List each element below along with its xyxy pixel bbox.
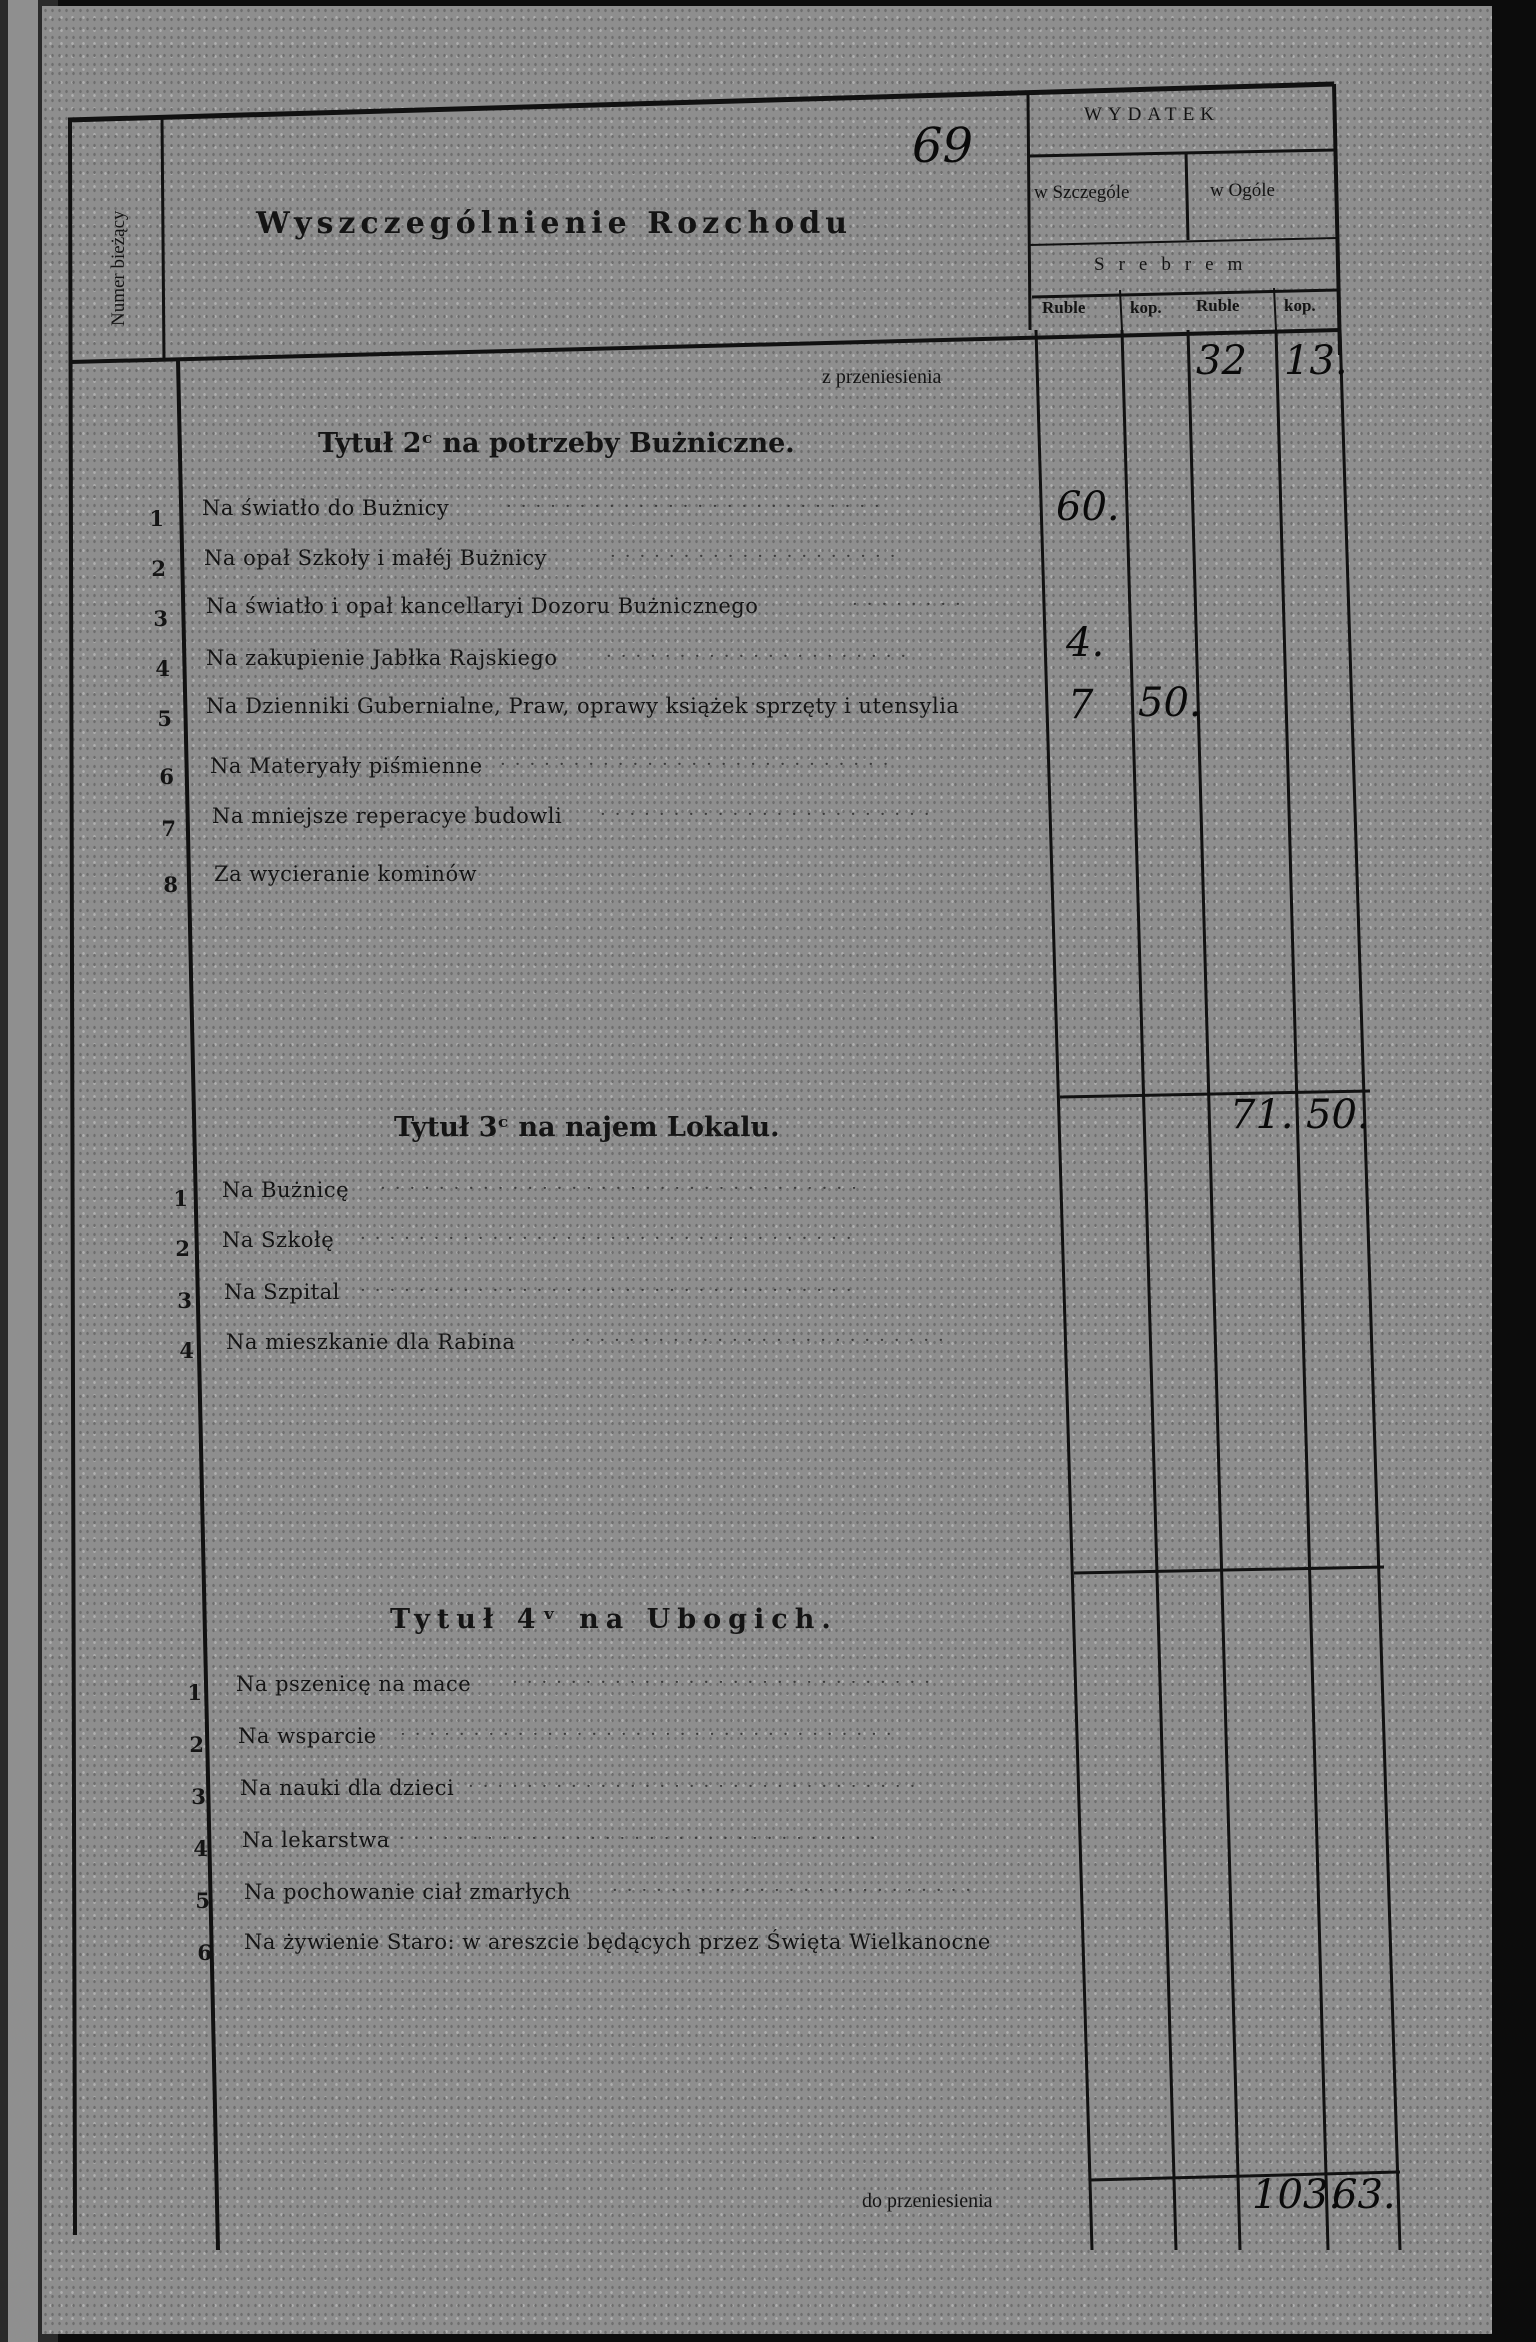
- section-title-tytul-4: Tytuł 4ᵛ na Ubogich.: [390, 1604, 838, 1635]
- item-text: Na światło i opał kancellaryi Dozoru Bużnicznego: [206, 594, 759, 618]
- item-number: 2: [151, 556, 166, 581]
- item-number: 8: [163, 872, 178, 897]
- item-text: Na Dzienniki Gubernialne, Praw, oprawy książek sprzęty i utensylia: [206, 694, 960, 718]
- carry-out-kop: 63.: [1332, 2172, 1396, 2218]
- item-ruble-value: 4.: [1066, 620, 1105, 666]
- carry-out-ruble: 103.: [1252, 2172, 1342, 2218]
- item-text: Na Materyały piśmienne: [210, 754, 483, 778]
- leader-dots: ·······················: [600, 804, 939, 825]
- item-text: Na żywienie Staro: w areszcie będących przez Święta Wielkanocne: [244, 1930, 991, 1954]
- column-title: Wyszczególnienie Rozchodu: [256, 206, 853, 241]
- item-text: Na Bużnicę: [222, 1178, 350, 1202]
- item-number: 6: [197, 1940, 212, 1965]
- leader-dots: ··································: [360, 1280, 861, 1301]
- item-text: Na nauki dla dzieci: [240, 1776, 455, 1800]
- page-number: 69: [912, 118, 974, 174]
- item-ruble-value: 7: [1068, 682, 1094, 728]
- item-text: Na opał Szkoły i małéj Bużnicy: [204, 546, 547, 570]
- item-number: 4: [155, 656, 170, 681]
- item-number: 6: [159, 764, 174, 789]
- kop-header-2: kop.: [1284, 296, 1316, 315]
- item-number: 3: [191, 1784, 206, 1809]
- leader-dots: ·····························: [512, 1672, 939, 1693]
- item-number: 5: [157, 706, 172, 731]
- item-text: Na zakupienie Jabłka Rajskiego: [206, 646, 558, 670]
- item-number: 2: [175, 1236, 190, 1261]
- ruble-header-2: Ruble: [1196, 296, 1240, 315]
- leader-dots: ··························: [506, 496, 889, 517]
- item-text: Na pochowanie ciał zmarłych: [244, 1880, 571, 1904]
- carry-in-label: z przeniesienia: [822, 366, 942, 388]
- ruble-header-1: Ruble: [1042, 298, 1086, 317]
- item-text: Na światło do Bużnicy: [202, 496, 450, 520]
- leader-dots: ····················: [610, 546, 905, 567]
- item-number: 3: [153, 606, 168, 631]
- leader-dots: ··································: [360, 1228, 861, 1249]
- item-text: Na Szkołę: [222, 1228, 335, 1252]
- item-text: Na mniejsze reperacye budowli: [212, 804, 563, 828]
- item-number: 1: [173, 1186, 188, 1211]
- item-text: Na pszenicę na mace: [236, 1672, 472, 1696]
- leader-dots: ··································: [384, 1828, 885, 1849]
- srebrem-header: Srebrem: [1094, 254, 1257, 275]
- item-kop-value: 50.: [1138, 680, 1202, 726]
- item-number: 1: [187, 1680, 202, 1705]
- tytul-2-total-kop: 50.: [1306, 1092, 1370, 1138]
- item-number: 3: [177, 1288, 192, 1313]
- section-title-tytul-2: Tytuł 2ᶜ na potrzeby Bużniczne.: [318, 428, 795, 459]
- item-number: 4: [193, 1836, 208, 1861]
- leader-dots: ·························: [612, 1880, 981, 1901]
- item-number: 2: [189, 1732, 204, 1757]
- item-number: 5: [195, 1888, 210, 1913]
- leader-dots: ··························: [570, 1330, 953, 1351]
- item-number: 4: [179, 1338, 194, 1363]
- item-text: Na Szpital: [224, 1280, 340, 1304]
- wydatek-header: WYDATEK: [1084, 104, 1220, 125]
- section-title-tytul-3: Tytuł 3ᶜ na najem Lokalu.: [394, 1112, 780, 1143]
- leader-dots: ·································: [380, 1178, 866, 1199]
- item-text: Na lekarstwa: [242, 1828, 390, 1852]
- leader-dots: ···························: [500, 754, 898, 775]
- item-number: 7: [161, 816, 176, 841]
- item-text: Za wycieranie kominów: [214, 862, 478, 886]
- item-ruble-value: 60.: [1056, 484, 1120, 530]
- carry-in-ruble: 32: [1196, 338, 1247, 384]
- carry-in-kop: 13.: [1284, 338, 1348, 384]
- leader-dots: ··································: [400, 1724, 901, 1745]
- leader-dots: ·······························: [468, 1776, 925, 1797]
- kop-header-1: kop.: [1130, 298, 1162, 317]
- item-text: Na wsparcie: [238, 1724, 377, 1748]
- leader-dots: ········: [852, 594, 970, 615]
- numer-biezacy-label: Numer bieżący: [108, 210, 129, 326]
- w-szczegole-header: w Szczególe: [1034, 182, 1130, 203]
- item-text: Na mieszkanie dla Rabina: [226, 1330, 516, 1354]
- item-number: 1: [149, 506, 164, 531]
- carry-out-label: do przeniesienia: [862, 2190, 993, 2212]
- leader-dots: ·····················: [606, 646, 916, 667]
- tytul-2-total-ruble: 71.: [1230, 1092, 1294, 1138]
- w-ogole-header: w Ogóle: [1210, 180, 1275, 201]
